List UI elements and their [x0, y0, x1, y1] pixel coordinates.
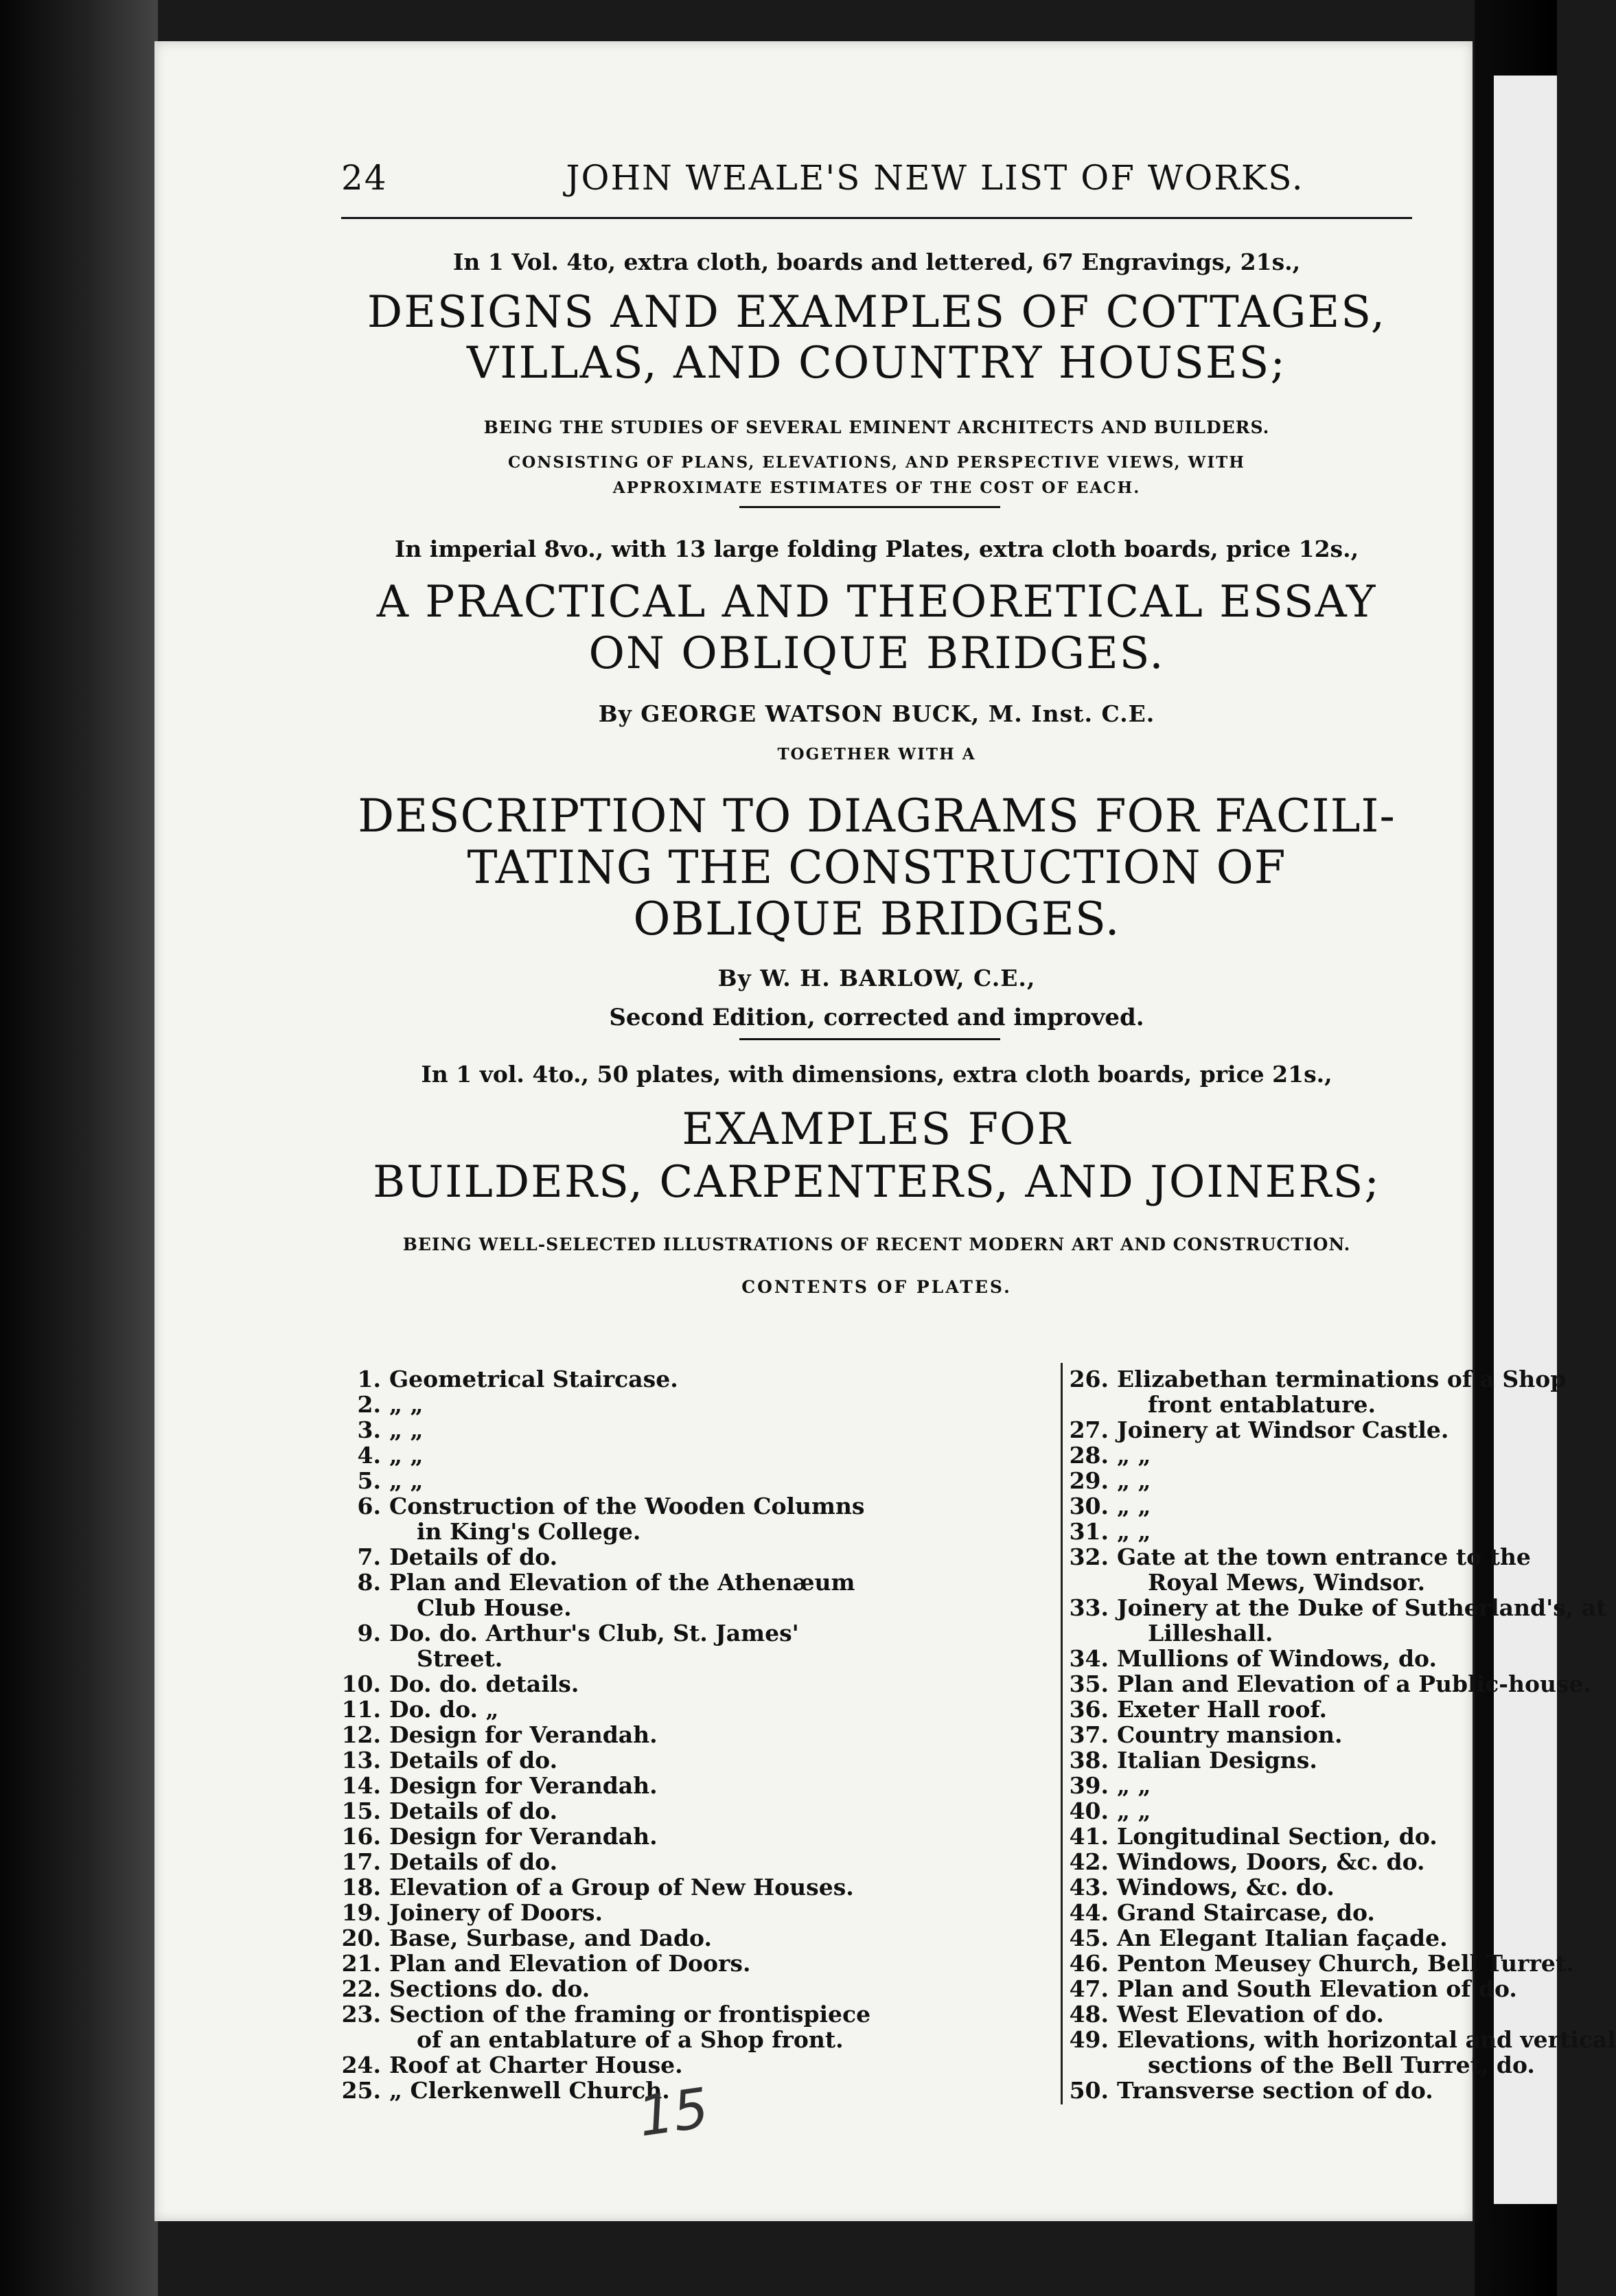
plate-entry [1069, 1543, 1531, 1570]
plate-number: 32. [1069, 1543, 1109, 1570]
book-page [154, 41, 1616, 2221]
plate-number: 31. [1069, 1518, 1109, 1545]
plate-entry [341, 1950, 751, 1977]
book2-title-line2: ON OBLIQUE BRIDGES. [588, 628, 1165, 679]
plate-entry [1069, 2001, 1384, 2028]
plate-number: 45. [1069, 1925, 1109, 1951]
plate-title: Elevations, with horizontal and vertical [1117, 2026, 1616, 2053]
plate-entry-continued [1148, 1392, 1376, 1417]
plate-number: 6. [357, 1493, 381, 1519]
plate-number: 47. [1069, 1975, 1109, 2002]
plate-entry [341, 1772, 658, 1799]
plate-title: Windows, Doors, &c. do. [1117, 1848, 1425, 1875]
book3-title-line2: BUILDERS, CARPENTERS, AND JOINERS; [373, 1157, 1381, 1208]
plate-number: 34. [1069, 1645, 1109, 1672]
plate-entry [357, 1467, 424, 1494]
plate-title: Windows, &c. do. [1117, 1874, 1335, 1901]
plate-title: Lilleshall. [1148, 1620, 1273, 1646]
page-number: 24 [341, 158, 388, 198]
plate-title: Joinery at the Duke of Sutherland's, at [1117, 1594, 1607, 1621]
plate-title: front entablature. [1148, 1391, 1376, 1418]
plate-title: Gate at the town entrance to the [1117, 1543, 1531, 1570]
plate-entry [1069, 1925, 1448, 1951]
plate-entry [341, 1925, 712, 1951]
plate-entry-continued [417, 1595, 572, 1620]
plate-number: 36. [1069, 1696, 1109, 1723]
plate-number: 9. [357, 1620, 381, 1646]
page-header [341, 158, 1412, 213]
plate-entry [1069, 2077, 1433, 2104]
plate-title: Royal Mews, Windsor. [1148, 1569, 1426, 1596]
plate-title: „ „ [1117, 1467, 1151, 1494]
plate-title: Plan and Elevation of the Athenæum [389, 1569, 855, 1596]
pencil-mark: 15 [634, 2076, 713, 2149]
plate-number: 28. [1069, 1442, 1109, 1469]
book3-subtitle: BEING WELL-SELECTED ILLUSTRATIONS OF RECENT MODERN ART AND CONSTRUCTION. [402, 1235, 1351, 1254]
facing-page-edge [1494, 76, 1557, 2204]
column-divider [1061, 1363, 1063, 2104]
header-rule [341, 217, 1412, 219]
plate-entry [341, 2001, 871, 2028]
plate-title: Design for Verandah. [389, 1823, 658, 1850]
plate-title: Do. do. Arthur's Club, St. James' [389, 1620, 799, 1646]
plate-number: 3. [357, 1416, 381, 1443]
plate-title: Geometrical Staircase. [389, 1366, 678, 1392]
plate-number: 30. [1069, 1493, 1109, 1519]
plate-title: Grand Staircase, do. [1117, 1899, 1375, 1926]
plate-number: 14. [341, 1772, 381, 1799]
plate-entry [357, 1569, 855, 1596]
plate-entry [341, 1848, 558, 1875]
plate-entry [1069, 1747, 1317, 1773]
plate-title: Details of do. [389, 1798, 558, 1824]
plate-number: 44. [1069, 1899, 1109, 1926]
plate-title: in King's College. [417, 1518, 641, 1545]
book2-title2-line1: DESCRIPTION TO DIAGRAMS FOR FACILI- [358, 790, 1396, 842]
plate-number: 49. [1069, 2026, 1109, 2053]
plate-entry [1069, 1442, 1151, 1469]
book1-edition-note: In 1 Vol. 4to, extra cloth, boards and lettered, 67 Engravings, 21s., [452, 249, 1301, 275]
plate-number: 17. [341, 1848, 381, 1875]
plate-title: Street. [417, 1645, 503, 1672]
plate-entry [1069, 1950, 1574, 1977]
plate-number: 18. [341, 1874, 381, 1901]
plate-entry [1069, 1874, 1335, 1901]
plate-title: Design for Verandah. [389, 1721, 658, 1748]
book2-author: By GEORGE WATSON BUCK, M. Inst. C.E. [598, 700, 1155, 727]
plate-entry [341, 1721, 658, 1748]
book1-title-line1: DESIGNS AND EXAMPLES OF COTTAGES, [367, 287, 1387, 338]
plate-number: 12. [341, 1721, 381, 1748]
plate-title: Joinery of Doors. [389, 1899, 603, 1926]
plate-number: 25. [341, 2077, 381, 2104]
plate-title: Details of do. [389, 1848, 558, 1875]
plate-number: 7. [357, 1543, 381, 1570]
plate-entry [341, 1975, 590, 2002]
plate-title: sections of the Bell Turret, do. [1148, 2052, 1535, 2078]
plate-entry [1069, 1696, 1327, 1723]
plate-number: 10. [341, 1671, 381, 1697]
plate-title: Elizabethan terminations of a Shop [1117, 1366, 1567, 1392]
plate-number: 5. [357, 1467, 381, 1494]
plate-entry [1069, 1416, 1449, 1443]
book1-subtitle: BEING THE STUDIES OF SEVERAL EMINENT ARCHITECTS AND BUILDERS. [483, 417, 1270, 437]
plate-entry [341, 1671, 579, 1697]
plate-number: 29. [1069, 1467, 1109, 1494]
plate-title: Penton Meusey Church, Bell Turret. [1117, 1950, 1574, 1977]
plate-entry [357, 1543, 558, 1570]
plate-title: „ „ [1117, 1442, 1151, 1469]
plate-title: Italian Designs. [1117, 1747, 1317, 1773]
book2-edition: Second Edition, corrected and improved. [609, 1004, 1144, 1031]
plate-entry [357, 1366, 678, 1392]
plate-number: 4. [357, 1442, 381, 1469]
book2-title2-line3: OBLIQUE BRIDGES. [633, 893, 1120, 945]
plate-number: 15. [341, 1798, 381, 1824]
book2-title-line1: A PRACTICAL AND THEORETICAL ESSAY [376, 577, 1377, 628]
plate-number: 41. [1069, 1823, 1109, 1850]
plate-entry [341, 2052, 683, 2078]
plate-title: Elevation of a Group of New Houses. [389, 1874, 854, 1901]
plate-entry [357, 1493, 865, 1519]
book2-author2: By W. H. BARLOW, C.E., [717, 965, 1036, 991]
plate-entry [1069, 1975, 1517, 2002]
plate-entry [1069, 1721, 1343, 1748]
plate-title: Do. do. „ [389, 1696, 499, 1723]
plate-title: An Elegant Italian façade. [1117, 1925, 1448, 1951]
plate-entry [341, 1823, 658, 1850]
plate-number: 26. [1069, 1366, 1109, 1392]
plate-number: 39. [1069, 1772, 1109, 1799]
plate-entry [341, 1874, 854, 1901]
plate-number: 2. [357, 1391, 381, 1418]
plate-number: 43. [1069, 1874, 1109, 1901]
plate-title: Construction of the Wooden Columns [389, 1493, 865, 1519]
plate-entry-continued [1148, 1570, 1425, 1595]
plate-title: Transverse section of do. [1117, 2077, 1433, 2104]
plate-entry [341, 1899, 603, 1926]
plate-entry [1069, 1823, 1438, 1850]
plate-number: 21. [341, 1950, 381, 1977]
plate-title: Details of do. [389, 1747, 558, 1773]
plate-title: „ Clerkenwell Church. [389, 2077, 670, 2104]
plate-entry [1069, 1467, 1151, 1494]
plate-title: Do. do. details. [389, 1671, 579, 1697]
plate-title: Plan and Elevation of Doors. [389, 1950, 751, 1977]
plate-number: 27. [1069, 1416, 1109, 1443]
plate-entry-continued [1148, 2052, 1535, 2078]
plate-number: 38. [1069, 1747, 1109, 1773]
plate-number: 19. [341, 1899, 381, 1926]
plate-title: Base, Surbase, and Dado. [389, 1925, 712, 1951]
book1-title-line2: VILLAS, AND COUNTRY HOUSES; [467, 338, 1286, 389]
plate-title: Section of the framing or frontispiece [389, 2001, 871, 2028]
book1-desc-line1: CONSISTING OF PLANS, ELEVATIONS, AND PERSPECTIVE VIEWS, WITH [508, 453, 1245, 472]
plate-title: „ „ [389, 1442, 424, 1469]
plate-title: „ „ [389, 1467, 424, 1494]
plate-entry [1069, 1848, 1425, 1875]
plate-title: Roof at Charter House. [389, 2052, 683, 2078]
plate-title: Country mansion. [1117, 1721, 1343, 1748]
plate-title: „ „ [389, 1416, 424, 1443]
plate-entry-continued [417, 1646, 503, 1671]
book2-edition-note: In imperial 8vo., with 13 large folding Plates, extra cloth boards, price 12s., [394, 536, 1359, 562]
plate-entry [341, 1696, 499, 1723]
plate-title: „ „ [1117, 1518, 1151, 1545]
plate-number: 46. [1069, 1950, 1109, 1977]
plate-entry-continued [1148, 1620, 1273, 1646]
plate-entry [341, 2077, 670, 2104]
plate-title: Details of do. [389, 1543, 558, 1570]
plate-number: 20. [341, 1925, 381, 1951]
plate-entry [1069, 1594, 1607, 1621]
plate-title: Plan and South Elevation of do. [1117, 1975, 1517, 2002]
plate-entry [341, 1747, 558, 1773]
plate-title: „ „ [1117, 1493, 1151, 1519]
contents-heading: CONTENTS OF PLATES. [741, 1277, 1012, 1297]
plate-number: 48. [1069, 2001, 1109, 2028]
plate-entry [357, 1620, 799, 1646]
plate-title: Joinery at Windsor Castle. [1117, 1416, 1449, 1443]
plate-number: 24. [341, 2052, 381, 2078]
plate-number: 11. [341, 1696, 381, 1723]
plate-title: Sections do. do. [389, 1975, 590, 2002]
book3-edition-note: In 1 vol. 4to., 50 plates, with dimensions, extra cloth boards, price 21s., [421, 1061, 1332, 1088]
running-title: JOHN WEALE'S NEW LIST OF WORKS. [566, 158, 1304, 198]
plate-number: 42. [1069, 1848, 1109, 1875]
plate-entry [1069, 1772, 1151, 1799]
plate-entry [357, 1391, 424, 1418]
plate-title: „ „ [1117, 1772, 1151, 1799]
plate-title: Design for Verandah. [389, 1772, 658, 1799]
plate-entry [1069, 1798, 1151, 1824]
plate-entry [341, 1798, 558, 1824]
together-with: TOGETHER WITH A [777, 745, 976, 764]
plate-title: Longitudinal Section, do. [1117, 1823, 1438, 1850]
plate-entry [357, 1416, 424, 1443]
plate-title: Exeter Hall roof. [1117, 1696, 1327, 1723]
section-rule-1 [739, 506, 1000, 508]
plate-number: 35. [1069, 1671, 1109, 1697]
plate-title: „ „ [389, 1391, 424, 1418]
plate-entry [1069, 1366, 1567, 1392]
plate-number: 16. [341, 1823, 381, 1850]
plate-entry [1069, 1645, 1437, 1672]
plate-number: 8. [357, 1569, 381, 1596]
plate-number: 50. [1069, 2077, 1109, 2104]
plate-title: „ „ [1117, 1798, 1151, 1824]
plate-entry-continued [417, 2027, 844, 2052]
plate-title: West Elevation of do. [1117, 2001, 1384, 2028]
book3-title-line1: EXAMPLES FOR [682, 1104, 1072, 1155]
plate-entry [1069, 1518, 1151, 1545]
plate-title: Club House. [417, 1594, 572, 1621]
plate-entry [1069, 1899, 1375, 1926]
plate-entry [357, 1442, 424, 1469]
plate-entry [1069, 2026, 1616, 2053]
plate-title: Mullions of Windows, do. [1117, 1645, 1437, 1672]
plate-number: 13. [341, 1747, 381, 1773]
plate-entry [1069, 1493, 1151, 1519]
plate-title: of an entablature of a Shop front. [417, 2026, 844, 2053]
plate-number: 40. [1069, 1798, 1109, 1824]
plate-number: 37. [1069, 1721, 1109, 1748]
scan-edge-left [0, 0, 158, 2296]
book1-desc-line2: APPROXIMATE ESTIMATES OF THE COST OF EACH. [612, 479, 1141, 497]
plate-title: Plan and Elevation of a Public-house. [1117, 1671, 1592, 1697]
book2-title2-line2: TATING THE CONSTRUCTION OF [467, 841, 1286, 894]
plate-number: 33. [1069, 1594, 1109, 1621]
plate-number: 1. [357, 1366, 381, 1392]
plate-number: 23. [341, 2001, 381, 2028]
section-rule-2 [739, 1038, 1000, 1040]
plate-entry-continued [417, 1519, 640, 1544]
plate-number: 22. [341, 1975, 381, 2002]
plate-entry [1069, 1671, 1592, 1697]
